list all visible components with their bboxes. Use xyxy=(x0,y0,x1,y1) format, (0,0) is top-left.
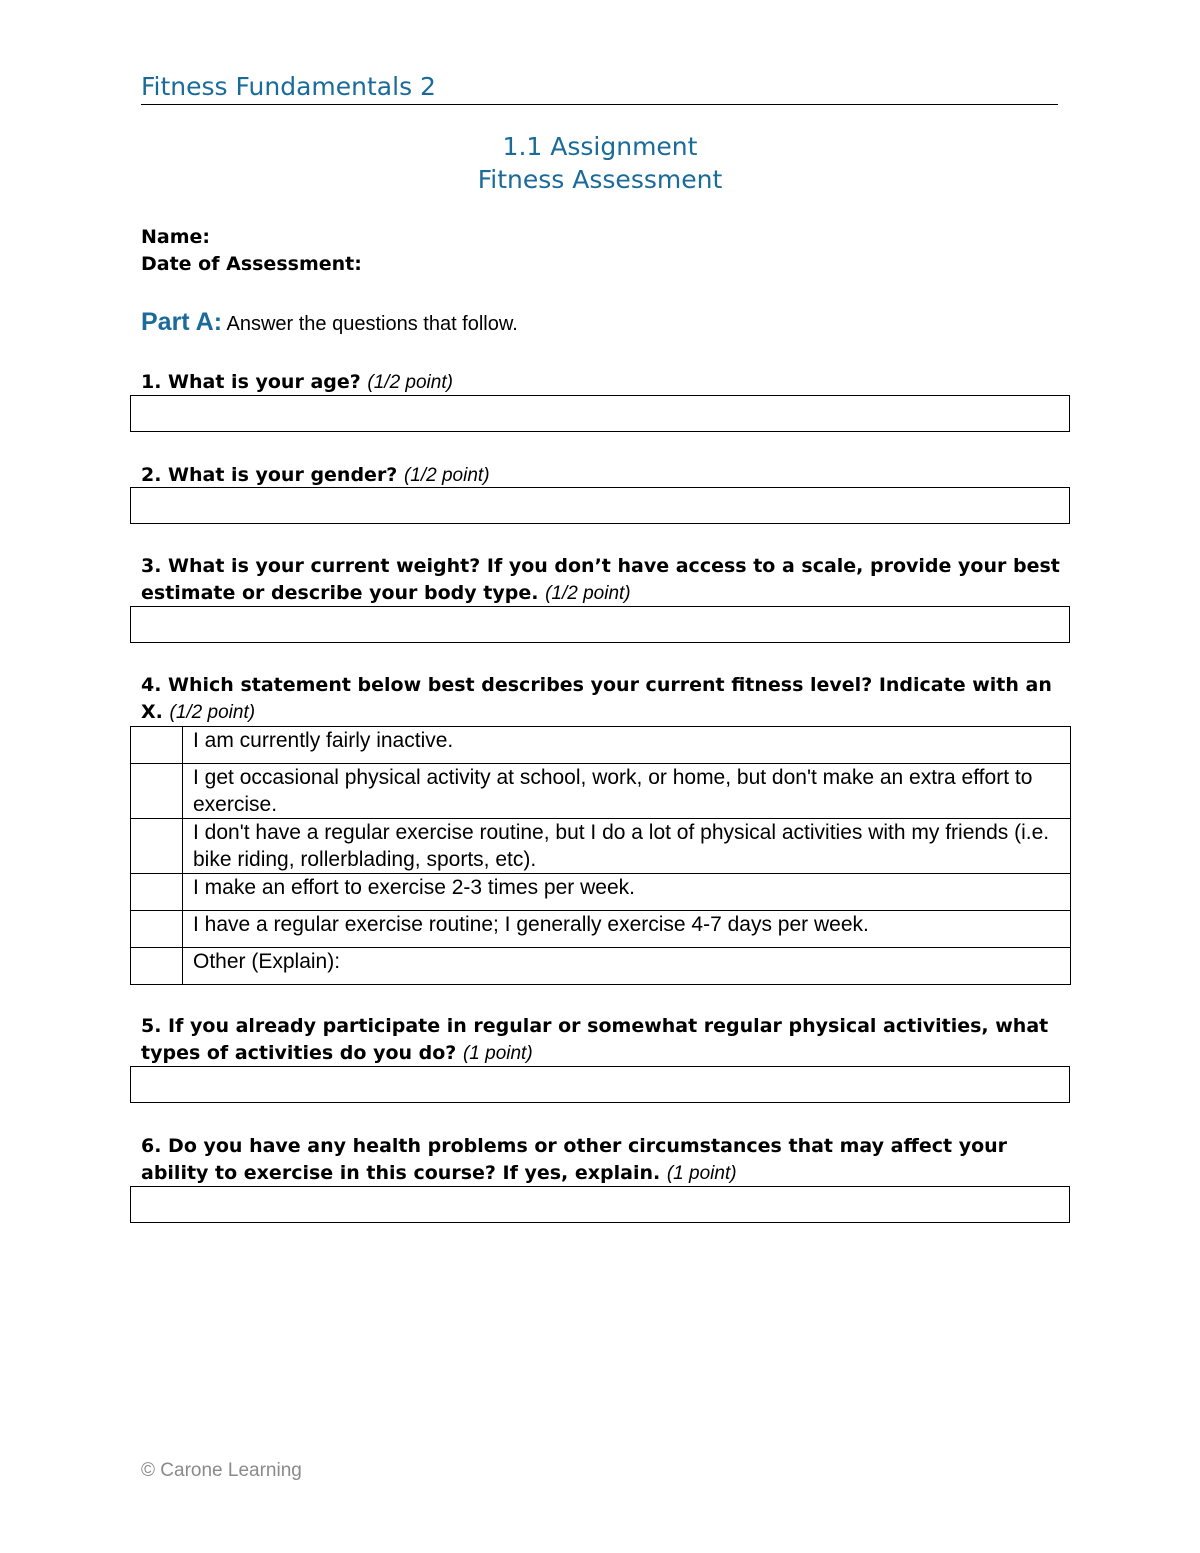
fitness-option-text: I make an effort to exercise 2-3 times per week. xyxy=(183,874,1071,911)
question-1 xyxy=(141,369,1066,396)
question-3-points: (1/2 point) xyxy=(545,583,631,604)
part-a-heading xyxy=(141,308,518,337)
fitness-option-mark-cell[interactable] xyxy=(131,948,183,985)
question-2 xyxy=(141,462,1066,489)
date-of-assessment-label: Date of Assessment: xyxy=(141,253,362,275)
question-1-points: (1/2 point) xyxy=(367,372,453,393)
question-6-points: (1 point) xyxy=(666,1163,737,1184)
fitness-option-mark-cell[interactable] xyxy=(131,727,183,764)
assignment-number: 1.1 Assignment xyxy=(502,132,698,161)
fitness-option-text: I get occasional physical activity at school, work, or home, but don't make an extra effort to exercise. xyxy=(183,764,1071,819)
fitness-option-mark-cell[interactable] xyxy=(131,764,183,819)
question-1-text: 1. What is your age? xyxy=(141,371,361,393)
fitness-option-mark-cell[interactable] xyxy=(131,874,183,911)
fitness-option-text: I am currently fairly inactive. xyxy=(183,727,1071,764)
answer-box-5[interactable] xyxy=(130,1066,1070,1103)
fitness-option-text: Other (Explain): xyxy=(183,948,1071,985)
name-label: Name: xyxy=(141,226,211,248)
question-3 xyxy=(141,553,1066,607)
answer-box-3[interactable] xyxy=(130,606,1070,643)
question-2-points: (1/2 point) xyxy=(403,465,490,486)
fitness-option-row xyxy=(131,764,1071,819)
fitness-option-row xyxy=(131,819,1071,874)
copyright-footer: © Carone Learning xyxy=(141,1460,302,1481)
question-5-text: 5. If you already participate in regular or somewhat regular physical activities, what types of activities do you do? xyxy=(141,1015,1049,1064)
answer-box-2[interactable] xyxy=(130,487,1070,524)
assignment-title: Fitness Assessment xyxy=(477,165,723,194)
part-a-instruction: Answer the questions that follow. xyxy=(226,313,518,335)
question-6 xyxy=(141,1133,1066,1187)
question-2-text: 2. What is your gender? xyxy=(141,464,398,486)
fitness-level-table xyxy=(130,726,1071,985)
course-title: Fitness Fundamentals 2 xyxy=(141,70,1058,105)
fitness-option-row xyxy=(131,727,1071,764)
answer-box-1[interactable] xyxy=(130,395,1070,432)
question-5 xyxy=(141,1013,1066,1067)
question-4-points: (1/2 point) xyxy=(169,702,256,723)
fitness-option-mark-cell[interactable] xyxy=(131,819,183,874)
answer-box-6[interactable] xyxy=(130,1186,1070,1223)
fitness-option-mark-cell[interactable] xyxy=(131,911,183,948)
question-6-text: 6. Do you have any health problems or other circumstances that may affect your ability to exercise in this course? If yes, explain. xyxy=(141,1135,1008,1184)
fitness-option-row xyxy=(131,911,1071,948)
question-4-text: 4. Which statement below best describes your current fitness level? Indicate with an X. xyxy=(141,674,1052,723)
fitness-option-row xyxy=(131,874,1071,911)
fitness-option-row xyxy=(131,948,1071,985)
part-a-label: Part A: xyxy=(141,308,223,336)
fitness-option-text: I have a regular exercise routine; I generally exercise 4-7 days per week. xyxy=(183,911,1071,948)
question-3-text: 3. What is your current weight? If you don’t have access to a scale, provide your best estimate or describe your body type. xyxy=(141,555,1060,604)
question-4 xyxy=(141,672,1066,726)
question-5-points: (1 point) xyxy=(462,1043,533,1064)
fitness-option-text: I don't have a regular exercise routine, but I do a lot of physical activities with my friends (i.e. bike riding, rollerblading, sports, etc). xyxy=(183,819,1071,874)
